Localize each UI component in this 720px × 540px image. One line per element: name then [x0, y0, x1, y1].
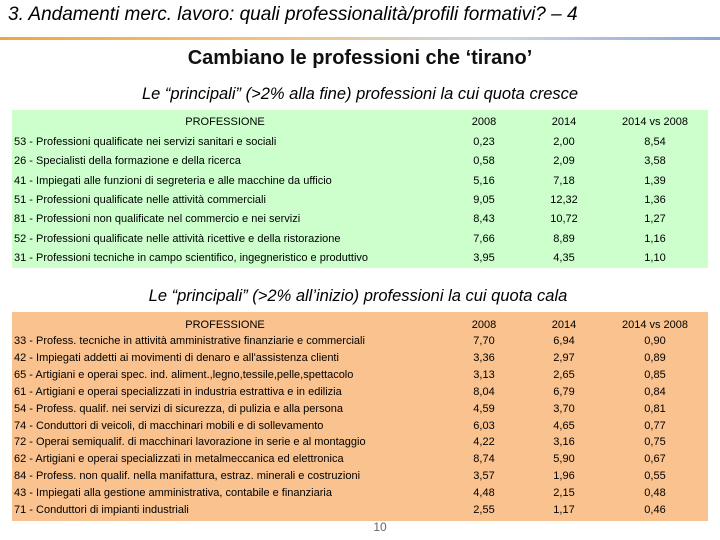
column-header: 2014: [551, 116, 577, 128]
value-cell: 0,81: [644, 402, 666, 415]
table-row: [12, 386, 708, 402]
table-row: [12, 213, 708, 229]
profession-cell: 33 - Profess. tecniche in attività amministrative finanziarie e commerciali: [14, 335, 365, 347]
table-row: [12, 136, 708, 152]
title-divider: [0, 37, 720, 40]
value-cell: 8,74: [473, 453, 495, 466]
value-cell: 8,43: [473, 213, 495, 226]
value-cell: 0,89: [644, 351, 666, 364]
value-cell: 0,77: [644, 419, 666, 432]
value-cell: 4,22: [473, 436, 495, 449]
value-cell: 1,36: [644, 193, 666, 206]
value-cell: 4,35: [553, 251, 575, 264]
value-cell: 12,32: [550, 193, 578, 206]
column-header: PROFESSIONE: [185, 319, 265, 331]
table-row: [12, 335, 708, 351]
profession-cell: 31 - Professioni tecniche in campo scientifico, ingegneristico e produttivo: [14, 251, 369, 264]
profession-cell: 52 - Professioni qualificate nelle attività ricettive e della ristorazione: [14, 232, 341, 245]
value-cell: 4,48: [473, 487, 495, 500]
table-row: [12, 470, 708, 486]
table-row: [12, 453, 708, 469]
value-cell: 0,48: [644, 487, 666, 500]
profession-cell: 84 - Profess. non qualif. nella manifattura, estraz. minerali e costruzioni: [14, 470, 361, 483]
table-row: [12, 155, 708, 171]
value-cell: 9,05: [473, 193, 495, 206]
table-row: [12, 487, 708, 503]
value-cell: 7,70: [473, 335, 495, 347]
value-cell: 2,15: [553, 487, 575, 500]
value-cell: 8,04: [473, 385, 495, 398]
table-row: [12, 504, 708, 520]
table-row: [12, 436, 708, 452]
value-cell: 2,97: [553, 351, 575, 364]
value-cell: 3,36: [473, 351, 495, 364]
main-heading: Cambiano le professioni che ‘tirano’: [187, 47, 533, 69]
column-header: 2014: [551, 319, 577, 331]
profession-cell: 81 - Professioni non qualificate nel commercio e nei servizi: [14, 213, 301, 226]
column-header: 2014 vs 2008: [621, 116, 689, 128]
value-cell: 3,70: [553, 402, 575, 415]
value-cell: 3,13: [473, 368, 495, 381]
value-cell: 0,23: [473, 136, 495, 148]
table-header: [12, 319, 708, 335]
value-cell: 1,10: [644, 251, 666, 264]
profession-cell: 65 - Artigiani e operai spec. ind. aliment.,legno,tessile,pelle,spettacolo: [14, 368, 354, 381]
table-row: [12, 194, 708, 210]
value-cell: 2,00: [553, 136, 575, 148]
value-cell: 3,57: [473, 470, 495, 483]
value-cell: 2,55: [473, 504, 495, 516]
table-row: [12, 420, 708, 436]
value-cell: 3,95: [473, 251, 495, 264]
profession-cell: 71 - Conduttori di impianti industriali: [14, 504, 189, 516]
value-cell: 3,58: [644, 155, 666, 168]
profession-cell: 41 - Impiegati alle funzioni di segreteria e alle macchine da ufficio: [14, 174, 332, 187]
value-cell: 4,59: [473, 402, 495, 415]
value-cell: 6,94: [553, 335, 575, 347]
slide-title: 3. Andamenti merc. lavoro: quali professionalità/profili formativi? – 4: [8, 4, 578, 25]
profession-cell: 42 - Impiegati addetti ai movimenti di denaro e all'assistenza clienti: [14, 351, 339, 364]
value-cell: 8,54: [644, 136, 666, 148]
value-cell: 5,16: [473, 174, 495, 187]
table-row: [12, 175, 708, 191]
value-cell: 1,27: [644, 213, 666, 226]
value-cell: 0,85: [644, 368, 666, 381]
growing-subtitle: Le “principali” (>2% alla fine) professioni la cui quota cresce: [141, 85, 579, 103]
profession-cell: 26 - Specialisti della formazione e della ricerca: [14, 155, 241, 168]
value-cell: 4,65: [553, 419, 575, 432]
value-cell: 1,96: [553, 470, 575, 483]
column-header: PROFESSIONE: [185, 116, 265, 128]
value-cell: 6,03: [473, 419, 495, 432]
column-header: 2014 vs 2008: [621, 319, 689, 331]
table-row: [12, 403, 708, 419]
value-cell: 7,66: [473, 232, 495, 245]
table-header: [12, 116, 708, 132]
value-cell: 0,55: [644, 470, 666, 483]
page-number: 10: [373, 520, 387, 534]
value-cell: 0,67: [644, 453, 666, 466]
value-cell: 0,46: [644, 504, 666, 516]
table-row: [12, 233, 708, 249]
declining-table: [12, 312, 708, 521]
value-cell: 7,18: [553, 174, 575, 187]
value-cell: 1,16: [644, 232, 666, 245]
declining-subtitle: Le “principali” (>2% all’inizio) professioni la cui quota cala: [148, 287, 568, 305]
profession-cell: 51 - Professioni qualificate nelle attività commerciali: [14, 193, 266, 206]
column-header: 2008: [471, 319, 497, 331]
value-cell: 2,65: [553, 368, 575, 381]
value-cell: 0,84: [644, 385, 666, 398]
value-cell: 8,89: [553, 232, 575, 245]
table-row: [12, 252, 708, 268]
value-cell: 0,90: [644, 335, 666, 347]
value-cell: 5,90: [553, 453, 575, 466]
table-row: [12, 352, 708, 368]
profession-cell: 54 - Profess. qualif. nei servizi di sicurezza, di pulizia e alla persona: [14, 402, 343, 415]
profession-cell: 61 - Artigiani e operai specializzati in industria estrattiva e in edilizia: [14, 385, 342, 398]
column-header: 2008: [471, 116, 497, 128]
value-cell: 10,72: [550, 213, 578, 226]
profession-cell: 53 - Professioni qualificate nei servizi sanitari e sociali: [14, 136, 277, 148]
value-cell: 0,75: [644, 436, 666, 449]
profession-cell: 62 - Artigiani e operai specializzati in metalmeccanica ed elettronica: [14, 453, 344, 466]
value-cell: 2,09: [553, 155, 575, 168]
value-cell: 1,17: [553, 504, 575, 516]
value-cell: 3,16: [553, 436, 575, 449]
profession-cell: 72 - Operai semiqualif. di macchinari lavorazione in serie e al montaggio: [14, 436, 366, 449]
profession-cell: 43 - Impiegati alla gestione amministrativa, contabile e finanziaria: [14, 487, 332, 500]
growing-table: [12, 110, 708, 268]
value-cell: 1,39: [644, 174, 666, 187]
value-cell: 6,79: [553, 385, 575, 398]
table-row: [12, 369, 708, 385]
value-cell: 0,58: [473, 155, 495, 168]
profession-cell: 74 - Conduttori di veicoli, di macchinari mobili e di sollevamento: [14, 419, 324, 432]
